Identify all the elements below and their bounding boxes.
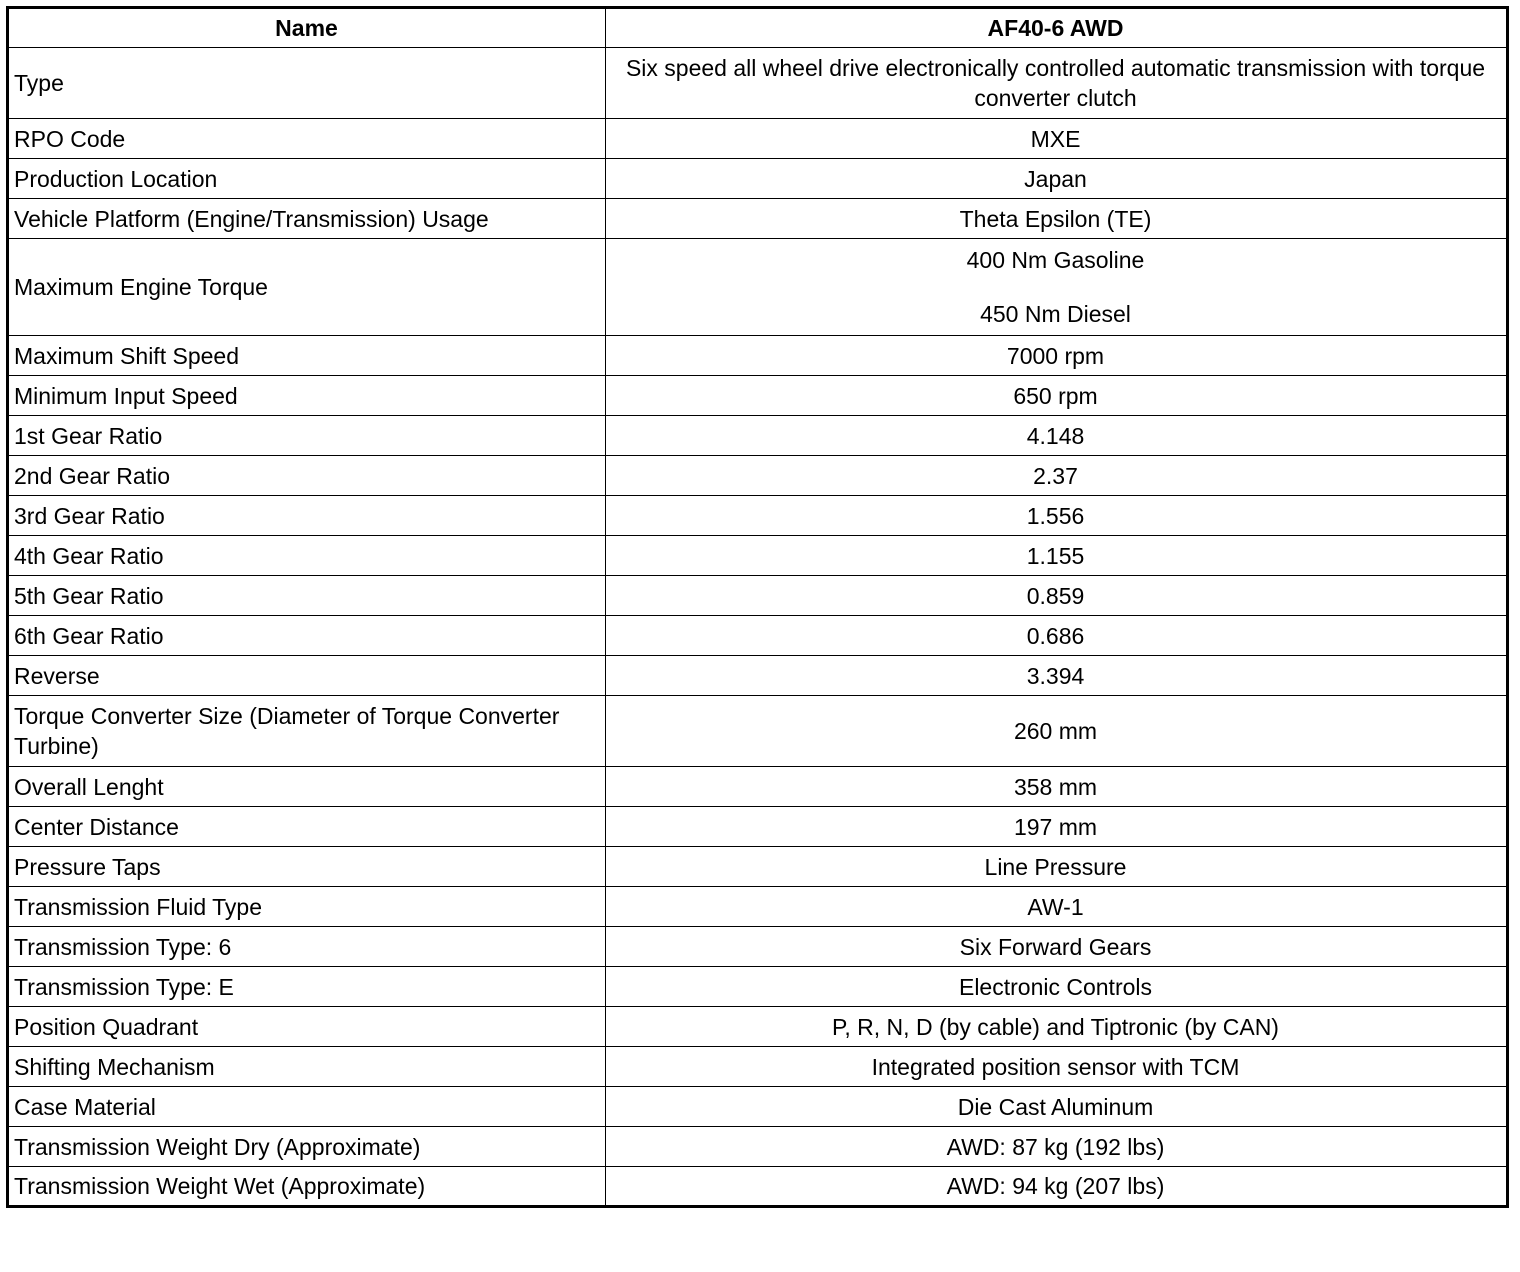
table-row bbox=[8, 376, 1508, 416]
table-row bbox=[8, 1087, 1508, 1127]
table-row bbox=[8, 159, 1508, 199]
table-row bbox=[8, 616, 1508, 656]
row-label: Pressure Taps bbox=[8, 847, 606, 887]
table-row bbox=[8, 416, 1508, 456]
row-value: 197 mm bbox=[606, 807, 1508, 847]
row-value: Six speed all wheel drive electronically controlled automatic transmission with torque converter clutch bbox=[606, 48, 1508, 119]
row-label: 6th Gear Ratio bbox=[8, 616, 606, 656]
row-value: 650 rpm bbox=[606, 376, 1508, 416]
table-row bbox=[8, 1047, 1508, 1087]
table-row bbox=[8, 576, 1508, 616]
row-value: 0.859 bbox=[606, 576, 1508, 616]
table-row bbox=[8, 1007, 1508, 1047]
row-label: Torque Converter Size (Diameter of Torque Converter Turbine) bbox=[8, 696, 606, 767]
row-label: Transmission Type: E bbox=[8, 967, 606, 1007]
row-label: Maximum Shift Speed bbox=[8, 336, 606, 376]
row-value: 2.37 bbox=[606, 456, 1508, 496]
row-value: AW-1 bbox=[606, 887, 1508, 927]
row-value: 1.556 bbox=[606, 496, 1508, 536]
row-label: Type bbox=[8, 48, 606, 119]
table-row bbox=[8, 967, 1508, 1007]
row-label: Case Material bbox=[8, 1087, 606, 1127]
row-value bbox=[606, 239, 1508, 336]
table-row bbox=[8, 847, 1508, 887]
row-value: AWD: 94 kg (207 lbs) bbox=[606, 1167, 1508, 1207]
row-label: Transmission Fluid Type bbox=[8, 887, 606, 927]
row-label: Minimum Input Speed bbox=[8, 376, 606, 416]
row-value: Electronic Controls bbox=[606, 967, 1508, 1007]
spec-table bbox=[6, 6, 1509, 1208]
table-row bbox=[8, 927, 1508, 967]
table-row bbox=[8, 656, 1508, 696]
row-label: 1st Gear Ratio bbox=[8, 416, 606, 456]
table-row bbox=[8, 239, 1508, 336]
row-value: P, R, N, D (by cable) and Tiptronic (by CAN) bbox=[606, 1007, 1508, 1047]
table-row bbox=[8, 767, 1508, 807]
row-value: 260 mm bbox=[606, 696, 1508, 767]
row-label: Vehicle Platform (Engine/Transmission) Usage bbox=[8, 199, 606, 239]
row-label: Shifting Mechanism bbox=[8, 1047, 606, 1087]
torque-diesel: 450 Nm Diesel bbox=[980, 300, 1131, 327]
header-model: AF40-6 AWD bbox=[606, 8, 1508, 48]
row-label: Transmission Weight Dry (Approximate) bbox=[8, 1127, 606, 1167]
row-value: Integrated position sensor with TCM bbox=[606, 1047, 1508, 1087]
row-value: 3.394 bbox=[606, 656, 1508, 696]
table-row bbox=[8, 536, 1508, 576]
row-label: Center Distance bbox=[8, 807, 606, 847]
table-row bbox=[8, 1167, 1508, 1207]
row-label: 3rd Gear Ratio bbox=[8, 496, 606, 536]
table-row bbox=[8, 336, 1508, 376]
row-value: Die Cast Aluminum bbox=[606, 1087, 1508, 1127]
header-row bbox=[8, 8, 1508, 48]
torque-gasoline: 400 Nm Gasoline bbox=[966, 246, 1145, 273]
row-label: Production Location bbox=[8, 159, 606, 199]
table-row bbox=[8, 119, 1508, 159]
row-value: 4.148 bbox=[606, 416, 1508, 456]
row-label: Transmission Type: 6 bbox=[8, 927, 606, 967]
row-value: MXE bbox=[606, 119, 1508, 159]
row-value: Six Forward Gears bbox=[606, 927, 1508, 967]
row-label: Transmission Weight Wet (Approximate) bbox=[8, 1167, 606, 1207]
table-row bbox=[8, 887, 1508, 927]
row-label: Maximum Engine Torque bbox=[8, 239, 606, 336]
row-value: 7000 rpm bbox=[606, 336, 1508, 376]
row-label: Position Quadrant bbox=[8, 1007, 606, 1047]
row-value: Theta Epsilon (TE) bbox=[606, 199, 1508, 239]
table-row bbox=[8, 496, 1508, 536]
row-value: Line Pressure bbox=[606, 847, 1508, 887]
table-row bbox=[8, 1127, 1508, 1167]
row-value: 0.686 bbox=[606, 616, 1508, 656]
line-spacer bbox=[611, 274, 1500, 301]
table-row bbox=[8, 48, 1508, 119]
table-row bbox=[8, 456, 1508, 496]
row-label: Overall Lenght bbox=[8, 767, 606, 807]
table-row bbox=[8, 807, 1508, 847]
row-value: 1.155 bbox=[606, 536, 1508, 576]
table-row bbox=[8, 199, 1508, 239]
row-value: Japan bbox=[606, 159, 1508, 199]
row-label: 4th Gear Ratio bbox=[8, 536, 606, 576]
row-value: 358 mm bbox=[606, 767, 1508, 807]
row-value: AWD: 87 kg (192 lbs) bbox=[606, 1127, 1508, 1167]
header-name: Name bbox=[8, 8, 606, 48]
row-label: 5th Gear Ratio bbox=[8, 576, 606, 616]
row-label: RPO Code bbox=[8, 119, 606, 159]
row-label: 2nd Gear Ratio bbox=[8, 456, 606, 496]
table-row bbox=[8, 696, 1508, 767]
row-label: Reverse bbox=[8, 656, 606, 696]
